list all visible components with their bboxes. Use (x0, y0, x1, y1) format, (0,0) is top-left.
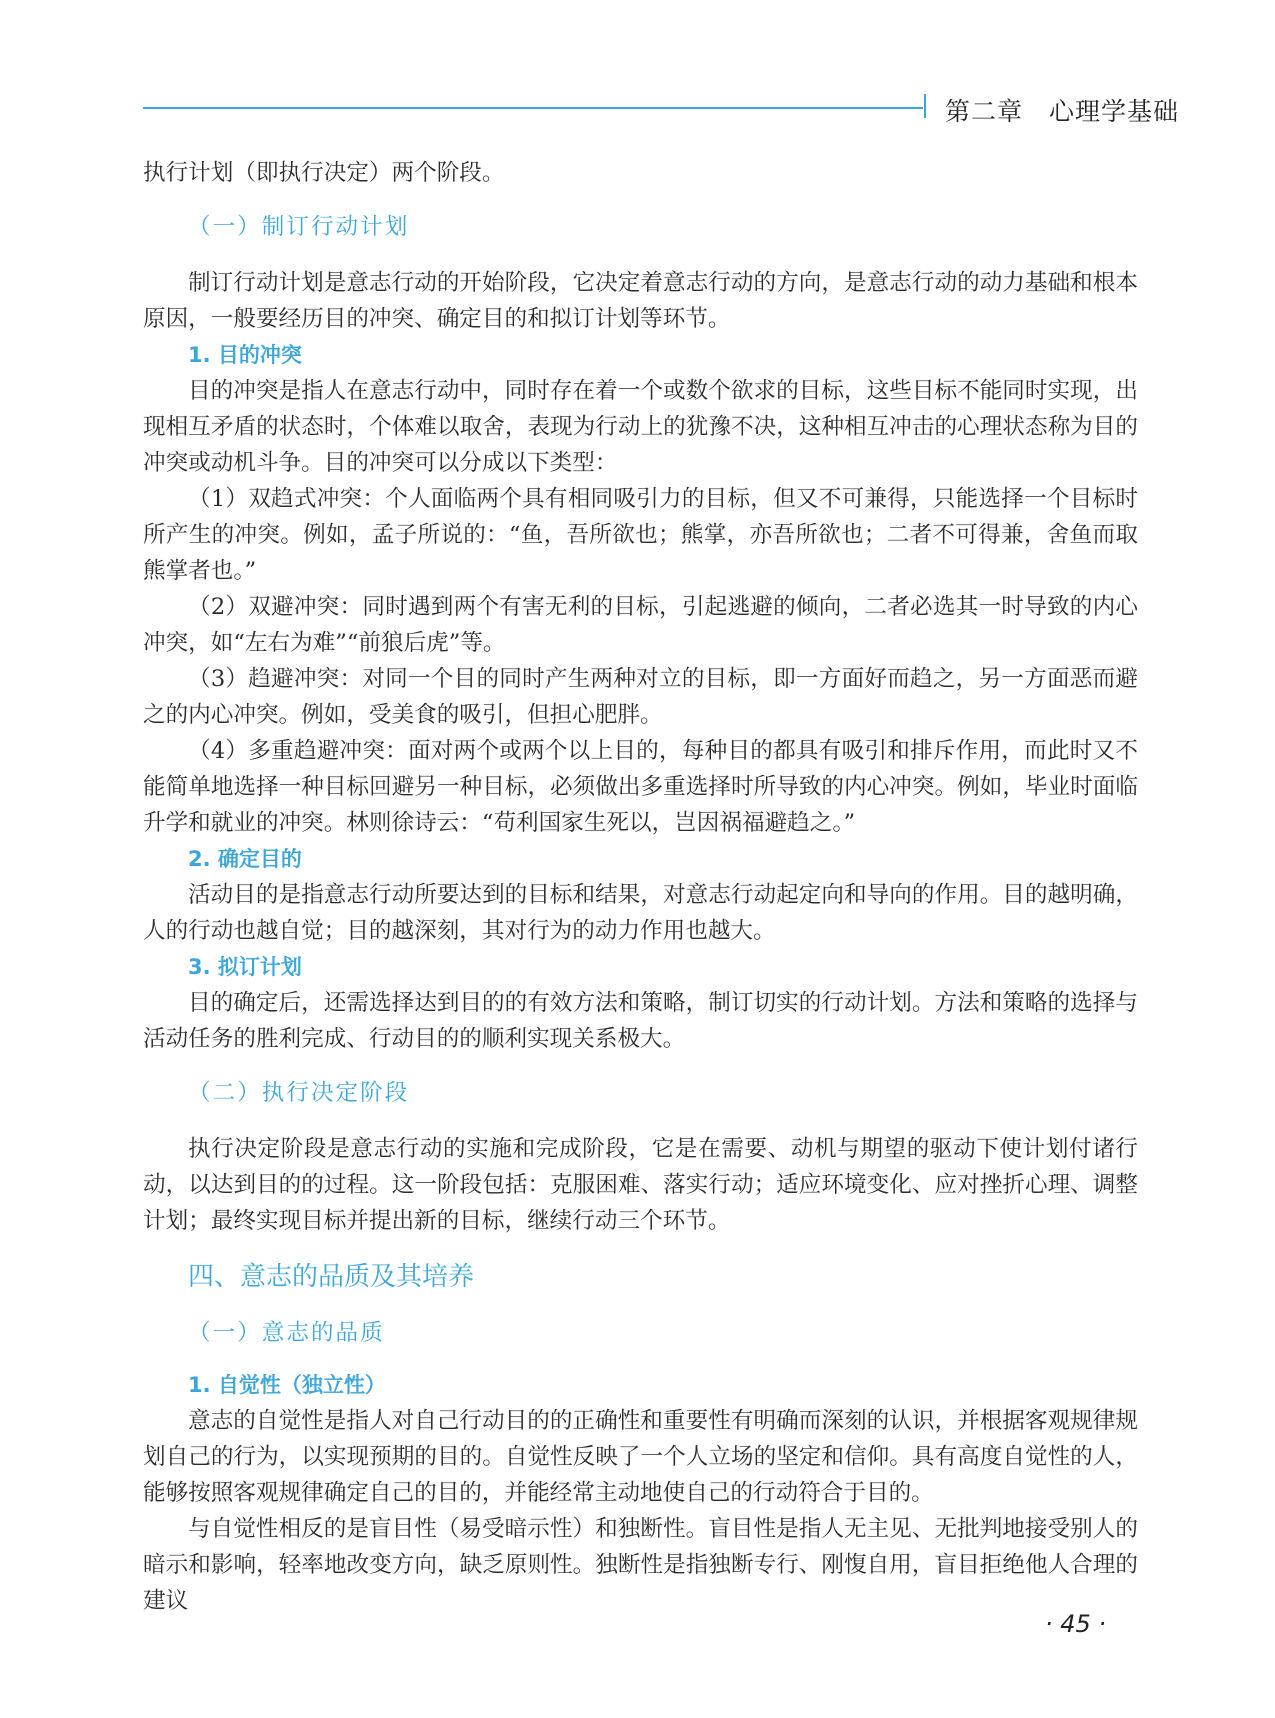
subsection-heading: 3. 拟订计划 (188, 955, 302, 979)
section-heading: （一）意志的品质 (188, 1320, 385, 1346)
paragraph: （3）趋避冲突：对同一个目的同时产生两种对立的目标，即一方面好而趋之，另一方面恶而避之的内心冲突。例如，受美食的吸引，但担心肥胖。 (143, 666, 1138, 728)
paragraph: 目的确定后，还需选择达到目的的有效方法和策略，制订切实的行动计划。方法和策略的选择与活动任务的胜利完成、行动目的的顺利实现关系极大。 (143, 990, 1138, 1052)
subsection-heading: 2. 确定目的 (188, 847, 302, 871)
paragraph: 制订行动计划是意志行动的开始阶段，它决定着意志行动的方向，是意志行动的动力基础和根本原因，一般要经历目的冲突、确定目的和拟订计划等环节。 (143, 270, 1138, 332)
paragraph: 目的冲突是指人在意志行动中，同时存在着一个或数个欲求的目标，这些目标不能同时实现，出现相互矛盾的状态时，个体难以取舍，表现为行动上的犹豫不决，这种相互冲击的心理状态称为目的冲突或动机斗争。目的冲突可以分成以下类型： (143, 378, 1138, 476)
header-divider (924, 94, 926, 118)
section-heading: （一）制订行动计划 (188, 214, 410, 240)
paragraph: 执行决定阶段是意志行动的实施和完成阶段，它是在需要、动机与期望的驱动下使计划付诸行动，以达到目的的过程。这一阶段包括：克服困难、落实行动；适应环境变化、应对挫折心理、调整计划；最终实现目标并提出新的目标，继续行动三个环节。 (143, 1136, 1138, 1234)
paragraph: 执行计划（即执行决定）两个阶段。 (143, 160, 505, 186)
paragraph: （1）双趋式冲突：个人面临两个具有相同吸引力的目标，但又不可兼得，只能选择一个目标时所产生的冲突。例如，孟子所说的：“鱼，吾所欲也；熊掌，亦吾所欲也；二者不可得兼，舍鱼而取熊掌者也。” (143, 486, 1138, 584)
section-heading: （二）执行决定阶段 (188, 1080, 410, 1106)
paragraph: 活动目的是指意志行动所要达到的目标和结果，对意志行动起定向和导向的作用。目的越明确，人的行动也越自觉；目的越深刻，其对行为的动力作用也越大。 (143, 882, 1138, 944)
subsection-heading: 1. 自觉性（独立性） (188, 1373, 386, 1397)
paragraph: （2）双避冲突：同时遇到两个有害无利的目标，引起逃避的倾向，二者必选其一时导致的内心冲突，如“左右为难”“前狼后虎”等。 (143, 594, 1138, 656)
chapter-section-heading: 四、意志的品质及其培养 (188, 1262, 475, 1292)
paragraph: 与自觉性相反的是盲目性（易受暗示性）和独断性。盲目性是指人无主见、无批判地接受别人的暗示和影响，轻率地改变方向，缺乏原则性。独断性是指独断专行、刚愎自用，盲目拒绝他人合理的建议 (143, 1516, 1138, 1614)
page-body (143, 155, 1138, 1619)
page-header (0, 0, 1275, 140)
subsection-heading: 1. 目的冲突 (188, 343, 302, 367)
page-number: · 45 · (1045, 1610, 1107, 1638)
paragraph: （4）多重趋避冲突：面对两个或两个以上目的，每种目的都具有吸引和排斥作用，而此时又不能简单地选择一种目标回避另一种目标，必须做出多重选择时所导致的内心冲突。例如，毕业时面临升学和就业的冲突。林则徐诗云：“苟利国家生死以，岂因祸福避趋之。” (143, 738, 1138, 836)
chapter-title: 第二章 心理学基础 (945, 97, 1180, 126)
paragraph: 意志的自觉性是指人对自己行动目的的正确性和重要性有明确而深刻的认识，并根据客观规律规划自己的行为，以实现预期的目的。自觉性反映了一个人立场的坚定和信仰。具有高度自觉性的人，能够按照客观规律确定自己的目的，并能经常主动地使自己的行动符合于目的。 (143, 1408, 1138, 1506)
header-rule (143, 107, 923, 109)
